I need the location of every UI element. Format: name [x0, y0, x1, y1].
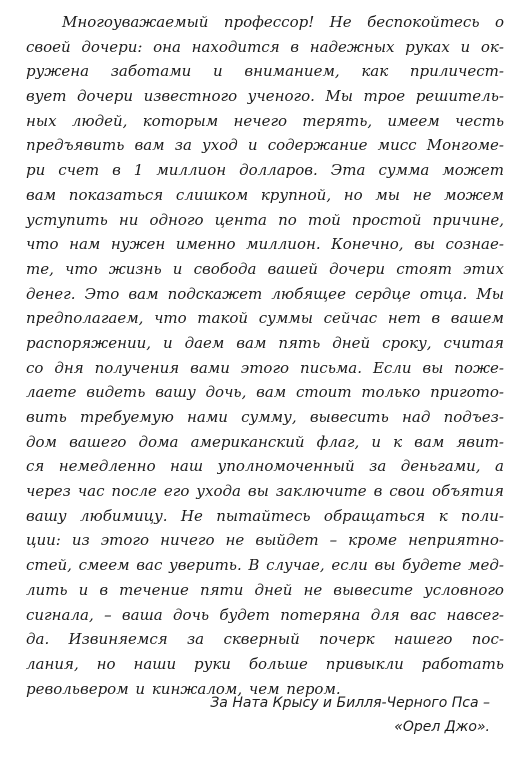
- letter-line: вам показаться слишком крупной, но мы не можем: [26, 185, 504, 204]
- letter-line: револьвером и кинжалом, чем пером.: [26, 679, 341, 698]
- letter-line: ри счет в 1 миллион долларов. Эта сумма может: [26, 161, 504, 180]
- letter-line: лаете видеть вашу дочь, вам стоит только пригото-: [26, 383, 504, 402]
- letter-body: [26, 10, 504, 701]
- letter-line: Многоуважаемый профессор! Не беспокойтесь о: [62, 13, 504, 31]
- letter-line: денег. Это вам подскажет любящее сердце отца. Мы: [26, 284, 504, 303]
- letter-line: вует дочери известного ученого. Мы трое решитель-: [26, 87, 504, 106]
- signature-line-1: За Ната Крысу и Билля-Черного Пса –: [210, 695, 490, 711]
- letter-line: своей дочери: она находится в надежных руках и ок-: [26, 37, 504, 56]
- letter-line: ся немедленно наш уполномоченный за деньгами, а: [26, 457, 504, 476]
- signature-line-2: «Орел Джо».: [394, 719, 490, 735]
- letter-line: со дня получения вами этого письма. Если вы поже-: [26, 358, 504, 377]
- letter-line: дом вашего дома американский флаг, и к вам явит-: [26, 432, 504, 451]
- letter-line: ных людей, которым нечего терять, имеем честь: [26, 111, 504, 130]
- letter-line: вить требуемую нами сумму, вывесить над подъез-: [26, 408, 504, 426]
- letter-line: стей, смеем вас уверить. В случае, если вы будете мед-: [26, 556, 504, 575]
- letter-line: ружена заботами и вниманием, как приличест-: [26, 62, 504, 81]
- letter-line: лить и в течение пяти дней не вывесите условного: [26, 580, 504, 599]
- letter-line: что нам нужен именно миллион. Конечно, вы сознае-: [26, 235, 504, 254]
- letter-line: уступить ни одного цента по той простой причине,: [26, 210, 504, 229]
- letter-line: ции: из этого ничего не выйдет – кроме неприятно-: [26, 531, 504, 550]
- letter-line: через час после его ухода вы заключите в свои объятия: [26, 482, 504, 501]
- letter-line: сигнала, – ваша дочь будет потеряна для вас навсег-: [26, 605, 504, 624]
- letter-line: предполагаем, что такой суммы сейчас нет в вашем: [26, 309, 504, 328]
- letter-line: те, что жизнь и свобода вашей дочери стоят этих: [26, 259, 504, 278]
- letter-line: да. Извиняемся за скверный почерк нашего пос-: [26, 630, 504, 649]
- letter-line: распоряжении, и даем вам пять дней сроку, считая: [26, 333, 504, 352]
- letter-line: лания, но наши руки больше привыкли работать: [26, 654, 504, 673]
- letter-line: предъявить вам за уход и содержание мисс Монгоме-: [26, 136, 504, 155]
- letter-line: вашу любимицу. Не пытайтесь обращаться к поли-: [26, 506, 504, 525]
